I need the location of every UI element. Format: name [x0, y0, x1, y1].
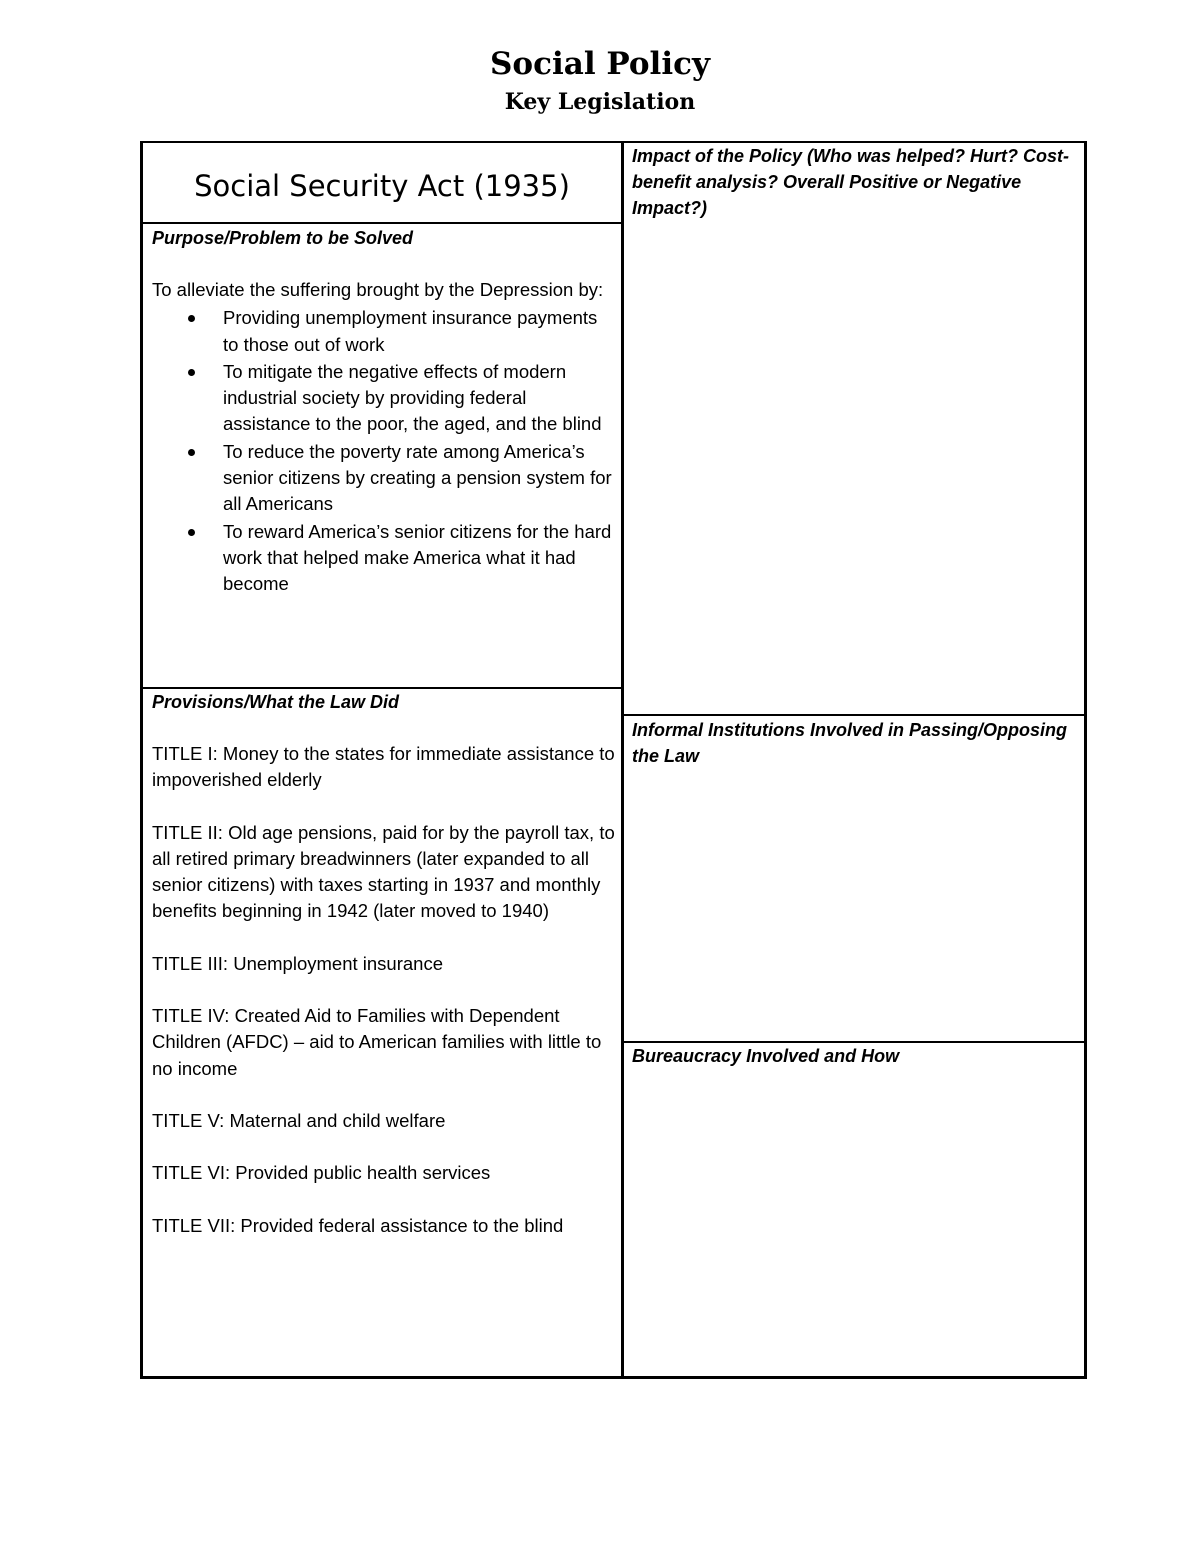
- table-border-left: [140, 141, 143, 1379]
- table-border-right: [1084, 141, 1087, 1379]
- bullet-icon: [188, 529, 195, 536]
- provisions-cell: [152, 689, 616, 1265]
- page-title: Social Policy: [490, 46, 710, 82]
- right-divider-informal: [622, 714, 1087, 716]
- provision-title-1: TITLE I: Money to the states for immediate assistance to impoverished elderly: [152, 743, 615, 791]
- bullet-icon: [188, 449, 195, 456]
- purpose-bullet-list: [152, 305, 616, 597]
- purpose-cell: [152, 225, 616, 599]
- provision-title-2: TITLE II: Old age pensions, paid for by the payroll tax, to all retired primary breadwinners (later expanded to all senior citizens) with taxes starting in 1937 and monthly benefits beginning in 1942 (later moved to 1940): [152, 821, 615, 922]
- purpose-bullet: [152, 439, 616, 518]
- provision-title-4: TITLE IV: Created Aid to Families with Dependent Children (AFDC) – aid to American families with little to no income: [152, 1005, 602, 1079]
- provisions-label: Provisions/What the Law Did: [152, 692, 400, 712]
- left-divider-title: [140, 222, 623, 224]
- provision-title-5: TITLE V: Maternal and child welfare: [152, 1109, 446, 1131]
- page-subtitle: Key Legislation: [504, 89, 696, 115]
- act-title: Social Security Act (1935): [194, 169, 570, 203]
- purpose-bullet-text: To reward America’s senior citizens for the hard work that helped make America what it had become: [223, 520, 612, 595]
- bureaucracy-label: Bureaucracy Involved and How: [632, 1046, 900, 1066]
- impact-label: Impact of the Policy (Who was helped? Hurt? Cost-benefit analysis? Overall Positive or Negative Impact?): [632, 146, 1070, 218]
- provision-title-6: TITLE VI: Provided public health services: [152, 1162, 491, 1184]
- bullet-icon: [188, 315, 195, 322]
- purpose-bullet-text: Providing unemployment insurance payments to those out of work: [223, 307, 598, 355]
- informal-institutions-label: Informal Institutions Involved in Passing/Opposing the Law: [632, 720, 1068, 766]
- purpose-label: Purpose/Problem to be Solved: [152, 228, 414, 248]
- purpose-bullet-text: To reduce the poverty rate among America’s senior citizens by creating a pension system for all Americans: [223, 440, 612, 515]
- provision-title-7: TITLE VII: Provided federal assistance to the blind: [152, 1214, 564, 1236]
- table-divider-middle: [621, 141, 624, 1379]
- bureaucracy-cell: [632, 1043, 1072, 1069]
- bullet-icon: [188, 369, 195, 376]
- table-border-bottom: [140, 1376, 1087, 1379]
- impact-cell: [632, 143, 1072, 221]
- provision-title-3: TITLE III: Unemployment insurance: [152, 952, 443, 974]
- purpose-bullet-text: To mitigate the negative effects of modern industrial society by providing federal assistance to the poor, the aged, and the blind: [223, 360, 602, 435]
- purpose-intro: To alleviate the suffering brought by the Depression by:: [152, 279, 604, 300]
- purpose-bullet: [152, 519, 616, 598]
- purpose-bullet: [152, 359, 616, 438]
- purpose-bullet: [152, 305, 616, 358]
- informal-institutions-cell: [632, 717, 1072, 769]
